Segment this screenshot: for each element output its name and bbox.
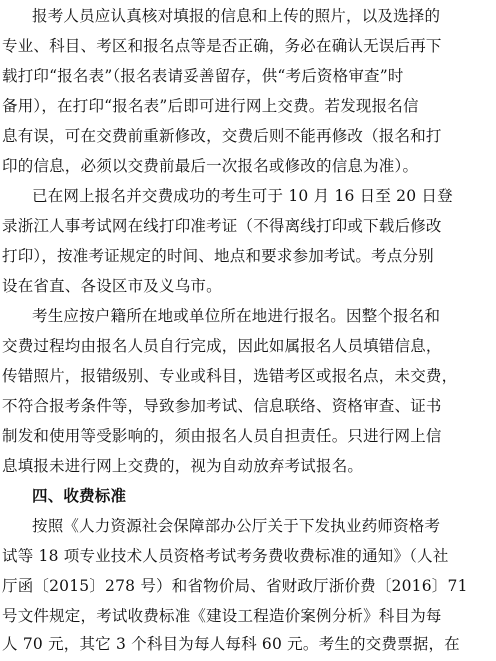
paragraph-1-line-6: 印的信息，必须以交费前最后一次报名或修改的信息为准）。 xyxy=(2,157,419,175)
paragraph-2-line-3: 打印），按准考证规定的时间、地点和要求参加考试。考点分别 xyxy=(2,247,434,265)
paragraph-2-line-4: 设在省直、各设区市及义乌市。 xyxy=(2,277,222,295)
paragraph-1-line-3: 载打印“报名表”（报名表请妥善留存，供“考后资格审查”时 xyxy=(2,67,404,85)
paragraph-4-line-2: 试等 18 项专业技术人员资格考试考务费收费标准的通知》（人社 xyxy=(2,547,449,565)
paragraph-1-line-1: 报考人员应认真核对填报的信息和上传的照片，以及选择的 xyxy=(32,7,441,25)
paragraph-1-line-4: 备用），在打印“报名表”后即可进行网上交费。若发现报名信 xyxy=(2,97,419,115)
paragraph-4-line-4: 号文件规定，考试收费标准《建设工程造价案例分析》科目为每 xyxy=(2,607,442,625)
paragraph-4-line-5: 人 70 元，其它 3 个科目为每人每科 60 元。考生的交费票据，在 xyxy=(2,635,460,653)
paragraph-3-line-4: 不符合报考条件等，导致参加考试、信息联络、资格审查、证书 xyxy=(2,397,442,415)
paragraph-1-line-5: 息有误，可在交费前重新修改，交费后则不能再修改（报名和打 xyxy=(2,127,442,145)
paragraph-4-line-3: 厅函〔2015〕278 号）和省物价局、省财政厅浙价费〔2016〕71 xyxy=(2,577,468,595)
paragraph-1-line-2: 专业、科目、考区和报名点等是否正确，务必在确认无误后再下 xyxy=(2,37,442,55)
section-heading: 四、收费标准 xyxy=(32,487,127,505)
paragraph-3-line-5: 制发和使用等受影响的，须由报名人员自担责任。只进行网上信 xyxy=(2,427,442,445)
paragraph-2-line-1: 已在网上报名并交费成功的考生可于 10 月 16 日至 20 日登 xyxy=(32,187,453,205)
paragraph-3-line-3: 传错照片，报错级别、专业或科目，选错考区或报名点，未交费， xyxy=(2,367,458,385)
paragraph-2-line-2: 录浙江人事考试网在线打印准考证（不得离线打印或下载后修改 xyxy=(2,217,442,235)
paragraph-3-line-6: 息填报未进行网上交费的，视为自动放弃考试报名。 xyxy=(2,457,364,475)
paragraph-3-line-2: 交费过程均由报名人员自行完成，因此如属报名人员填错信息， xyxy=(2,337,442,355)
paragraph-4-line-1: 按照《人力资源社会保障部办公厅关于下发执业药师资格考 xyxy=(32,517,441,535)
paragraph-3-line-1: 考生应按户籍所在地或单位所在地进行报名。因整个报名和 xyxy=(32,307,441,325)
